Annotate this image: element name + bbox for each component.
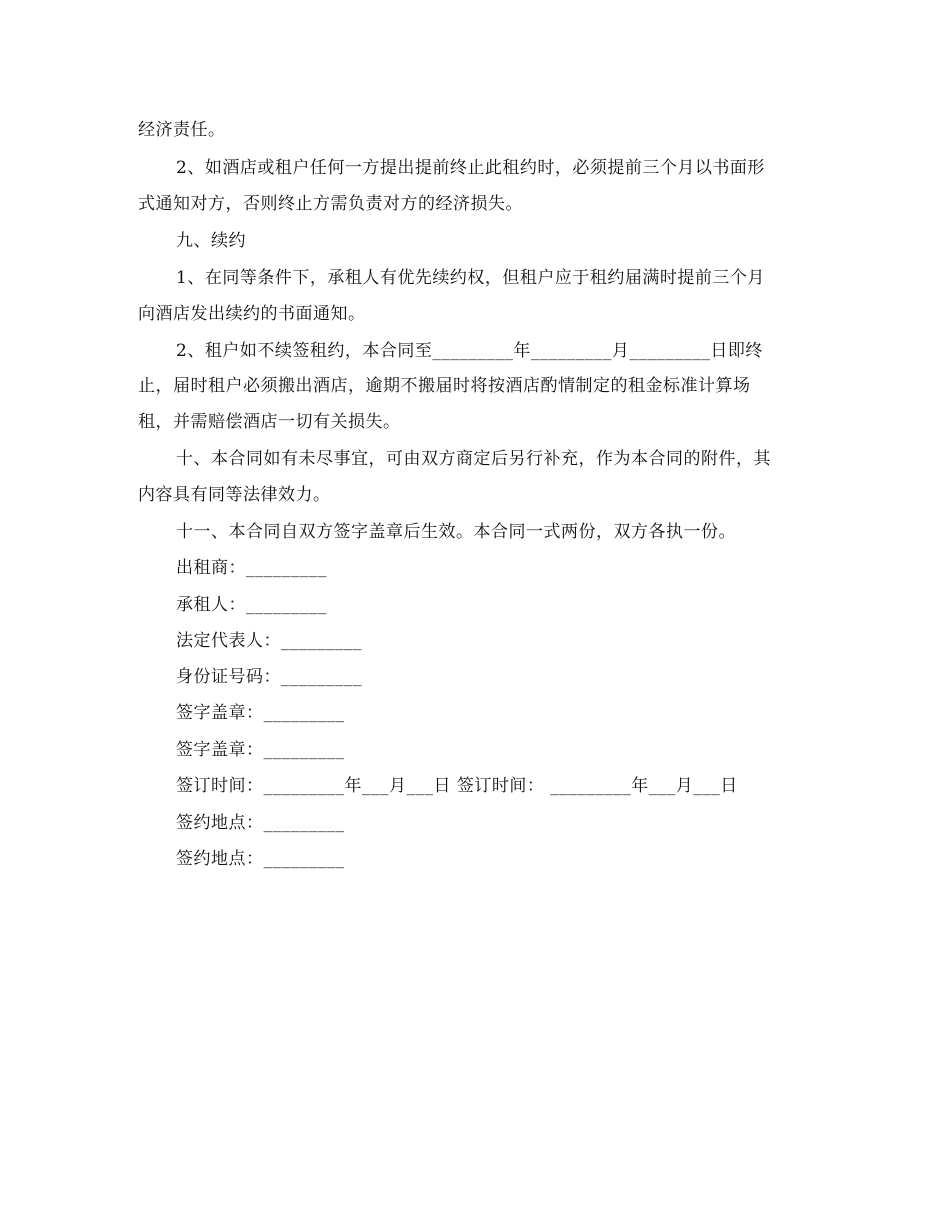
paragraph-line: 十、本合同如有未尽事宜，可由双方商定后另行补充，作为本合同的附件，其 (176, 449, 771, 469)
paragraph-line: 内容具有同等法律效力。 (138, 485, 331, 505)
paragraph-line: 止，届时租户必须搬出酒店，逾期不搬届时将按酒店酌情制定的租金标准计算场 (138, 376, 751, 396)
signature-field-signing-place: 签约地点：_________ (176, 813, 345, 833)
signature-field-lessee: 承租人：_________ (176, 595, 327, 615)
paragraph-line: 1、在同等条件下，承租人有优先续约权，但租户应于租约届满时提前三个月 (176, 268, 765, 288)
signature-field-signing-place: 签约地点：_________ (176, 849, 345, 869)
paragraph-line: 式通知对方，否则终止方需负责对方的经济损失。 (138, 194, 523, 214)
section-heading-renewal: 九、续约 (176, 231, 246, 251)
paragraph-line: 租，并需赔偿酒店一切有关损失。 (138, 412, 401, 432)
paragraph-line: 2、租户如不续签租约，本合同至_________年_________月_________日即终 (176, 341, 763, 361)
signature-field-lessor: 出租商：_________ (176, 558, 327, 578)
signature-field-id-number: 身份证号码：_________ (176, 667, 362, 687)
paragraph-line: 2、如酒店或租户任何一方提出提前终止此租约时，必须提前三个月以书面形 (176, 158, 765, 178)
paragraph-line: 经济责任。 (138, 120, 226, 140)
signature-field-legal-representative: 法定代表人：_________ (176, 631, 362, 651)
signature-field-seal: 签字盖章：_________ (176, 740, 345, 760)
paragraph-line: 十一、本合同自双方签字盖章后生效。本合同一式两份，双方各执一份。 (176, 522, 736, 542)
signature-field-seal: 签字盖章：_________ (176, 703, 345, 723)
signature-field-signing-date: 签订时间：_________年___月___日 签订时间： _________年___月___日 (176, 776, 738, 796)
paragraph-line: 向酒店发出续约的书面通知。 (138, 304, 366, 324)
